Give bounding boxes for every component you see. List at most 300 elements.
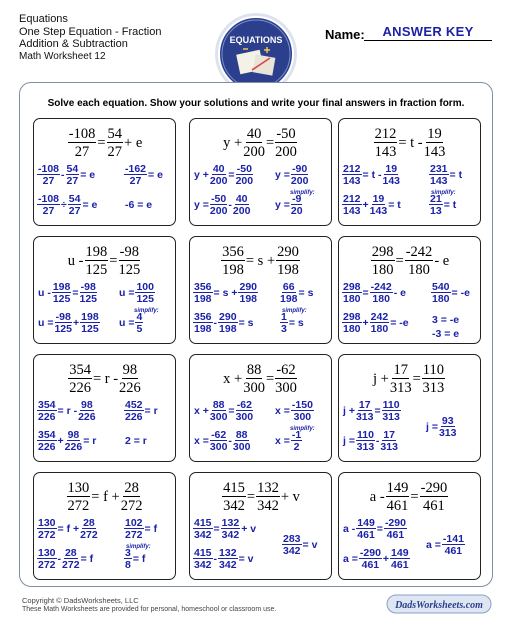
answer-fraction-denominator: 313	[380, 441, 398, 453]
answer-fraction	[37, 164, 60, 187]
answer-fraction-denominator: 198	[219, 323, 237, 335]
answer-fraction-numerator: -90	[292, 162, 308, 175]
problem-card	[338, 118, 481, 226]
final-answer	[118, 311, 143, 335]
problem-card	[338, 236, 481, 344]
answer-text: = -e	[451, 287, 470, 299]
answer-fraction-numerator: 19	[385, 162, 398, 175]
answer-fraction	[221, 518, 241, 541]
problem-card	[189, 354, 332, 462]
solution-result	[124, 517, 158, 541]
equation-fraction-denominator: 27	[107, 144, 123, 160]
equation-fraction-numerator: 354	[69, 361, 91, 378]
footer	[22, 596, 276, 614]
equation-fraction-numerator: -50	[276, 125, 296, 142]
solution-result	[274, 163, 308, 187]
solution-step	[193, 281, 258, 305]
equation-operator: = r -	[92, 370, 119, 387]
answer-fraction	[124, 400, 144, 423]
answer-text: u =	[119, 287, 135, 299]
equation-fraction	[68, 363, 92, 396]
answer-fraction-denominator: 143	[382, 175, 401, 187]
answer-text: = r	[83, 435, 97, 447]
equation-fraction-denominator: 313	[389, 380, 412, 396]
answer-fraction	[135, 282, 155, 305]
equation-term: - e	[434, 252, 450, 269]
answer-fraction-denominator: 200	[290, 175, 309, 187]
answer-fraction	[52, 282, 72, 305]
answer-fraction-denominator: 8	[125, 559, 131, 571]
answer-fraction-denominator: 125	[79, 293, 98, 305]
problem-equation	[190, 126, 331, 160]
equation-fraction-denominator: 200	[275, 144, 297, 160]
answer-fraction-denominator: 143	[430, 175, 448, 187]
answer-text: -3 = e	[432, 328, 460, 340]
equation-fraction-numerator: -98	[119, 243, 139, 260]
equation-fraction-denominator: 180	[371, 262, 394, 278]
answer-fraction	[431, 282, 451, 305]
answer-fraction	[193, 548, 213, 571]
title-line-2: One Step Equation - Fraction	[19, 25, 162, 38]
answer-text: = t	[449, 169, 463, 181]
answer-text: ÷	[61, 199, 67, 211]
equation-fraction-numerator: 132	[257, 479, 279, 496]
answer-text: = v	[238, 553, 254, 565]
answer-fraction-numerator: 4	[136, 310, 143, 323]
equation-operator: = t -	[398, 134, 423, 151]
equation-fraction-numerator: 88	[246, 361, 262, 378]
equation-fraction	[374, 127, 398, 160]
answer-fraction	[210, 400, 228, 423]
answer-text: = e	[148, 169, 163, 181]
answer-fraction	[280, 282, 298, 305]
equation-operator: =	[97, 134, 106, 151]
answer-fraction-denominator: 125	[52, 293, 71, 305]
answer-fraction	[78, 400, 96, 423]
name-line	[364, 40, 492, 41]
answer-fraction-denominator: 198	[280, 293, 298, 305]
answer-fraction-numerator: 130	[38, 516, 56, 529]
answer-fraction-numerator: 283	[283, 532, 301, 545]
equation-fraction	[386, 481, 410, 514]
equation-fraction	[243, 363, 265, 396]
answer-text: u -	[38, 287, 51, 299]
answer-text: +	[73, 317, 80, 329]
answer-text: =	[72, 287, 79, 299]
equation-fraction-denominator: 198	[277, 262, 299, 278]
answer-fraction-denominator: 200	[235, 175, 254, 187]
equation-fraction	[390, 363, 412, 396]
answer-text: = s +	[213, 287, 238, 299]
answer-fraction	[370, 194, 388, 217]
answer-fraction-numerator: 198	[81, 310, 99, 323]
answer-fraction-numerator: 132	[221, 516, 240, 529]
equation-operator: = f +	[91, 488, 120, 505]
equation-fraction	[424, 127, 446, 160]
answer-fraction-denominator: 20	[290, 205, 303, 217]
answer-fraction-numerator: 452	[125, 398, 143, 411]
answer-fraction-numerator: 3	[125, 546, 131, 559]
answer-text: = f	[80, 553, 94, 565]
problem-equation	[34, 244, 175, 278]
equation-fraction-denominator: 342	[257, 498, 279, 514]
equation-fraction	[107, 127, 124, 160]
answer-fraction	[37, 194, 60, 217]
answer-fraction-numerator: -108	[38, 162, 60, 175]
equation-fraction-numerator: 415	[223, 479, 245, 496]
problem-card	[338, 354, 481, 462]
problem-equation	[339, 126, 480, 160]
problem-card	[33, 472, 176, 580]
answer-fraction	[390, 548, 410, 571]
worksheet-title-block	[19, 13, 161, 63]
problem-card	[189, 118, 332, 226]
answer-fraction-numerator: -98	[55, 310, 71, 323]
answer-fraction-denominator: 3	[281, 323, 287, 335]
equation-fraction-denominator: 198	[222, 262, 244, 278]
equation-term: u -	[67, 252, 84, 269]
equation-fraction	[276, 245, 300, 278]
answer-fraction-numerator: 54	[66, 162, 79, 175]
solution-result	[431, 281, 471, 305]
equation-fraction-denominator: 125	[85, 262, 108, 278]
equation-term: a -	[369, 488, 385, 505]
equation-fraction-denominator: 313	[422, 380, 445, 396]
logo-text: EQUATIONS	[229, 35, 283, 45]
answer-fraction-denominator: 300	[209, 411, 228, 423]
answer-fraction-numerator: 19	[372, 192, 385, 205]
equation-operator: =	[412, 370, 421, 387]
answer-fraction-denominator: 342	[283, 545, 301, 557]
answer-fraction-numerator: 198	[52, 280, 71, 293]
solution-result	[280, 281, 314, 305]
solution-step	[193, 517, 257, 541]
problem-card	[189, 236, 332, 344]
simplify-label: simplify:	[126, 544, 151, 550]
answer-fraction-denominator: 27	[42, 175, 55, 187]
answer-fraction-denominator: 313	[355, 411, 374, 423]
answer-fraction	[210, 430, 228, 453]
answer-fraction-numerator: -62	[211, 428, 227, 441]
answer-fraction-denominator: 5	[136, 323, 143, 335]
answer-fraction-numerator: 298	[343, 310, 361, 323]
answer-text: a =	[343, 553, 358, 565]
answer-fraction-numerator: 98	[67, 428, 80, 441]
answer-fraction-numerator: 88	[212, 398, 225, 411]
answer-fraction-denominator: 342	[221, 529, 240, 541]
answer-fraction-denominator: 300	[209, 441, 228, 453]
answer-text: = v	[302, 539, 318, 551]
answer-fraction-denominator: 300	[293, 411, 312, 423]
answer-fraction-numerator: 17	[358, 398, 371, 411]
answer-fraction-numerator: 212	[343, 192, 361, 205]
equation-term: + e	[124, 134, 143, 151]
answer-text: -	[213, 317, 218, 329]
answer-fraction-numerator: 110	[382, 398, 400, 411]
answer-fraction	[384, 518, 407, 541]
answer-fraction-numerator: 110	[356, 428, 374, 441]
equation-term: j +	[373, 370, 389, 387]
answer-fraction-numerator: 354	[38, 428, 56, 441]
solution-step	[342, 281, 407, 305]
problem-equation	[339, 362, 480, 396]
answer-fraction	[382, 400, 401, 423]
answer-key: ANSWER KEY	[382, 24, 474, 39]
answer-fraction	[356, 430, 375, 453]
answer-fraction-denominator: 27	[42, 205, 55, 217]
answer-fraction-denominator: 180	[343, 323, 361, 335]
final-answer	[282, 533, 318, 557]
answer-text: u =	[119, 317, 135, 329]
answer-fraction-numerator: -162	[125, 162, 147, 175]
answer-text: = r	[144, 405, 158, 417]
answer-fraction	[65, 430, 83, 453]
answer-text: u =	[38, 317, 54, 329]
answer-fraction-numerator: -50	[236, 162, 252, 175]
final-answer	[425, 415, 457, 439]
simplify-label: simplify:	[431, 190, 456, 196]
answer-fraction-denominator: 200	[209, 175, 228, 187]
answer-text: = s	[238, 317, 254, 329]
equation-fraction-numerator: 54	[107, 125, 123, 142]
title-line-4: Math Worksheet 12	[19, 50, 106, 62]
answer-fraction-numerator: 415	[194, 516, 212, 529]
answer-fraction-denominator: 461	[386, 529, 405, 541]
answer-text: =	[213, 523, 220, 535]
equation-fraction	[221, 245, 245, 278]
answer-fraction	[342, 194, 362, 217]
answer-fraction-denominator: 342	[194, 529, 212, 541]
equation-fraction-numerator: 40	[246, 125, 262, 142]
solution-step	[37, 547, 94, 571]
brand-text: DadsWorksheets.com	[395, 600, 483, 611]
answer-fraction	[218, 312, 238, 335]
answer-fraction-denominator: 226	[125, 411, 143, 423]
equation-fraction-denominator: 461	[423, 498, 445, 514]
answer-text: + v	[241, 523, 257, 535]
equation-fraction-denominator: 461	[386, 498, 409, 514]
answer-fraction-numerator: 54	[68, 192, 81, 205]
answer-fraction-numerator: -242	[370, 280, 392, 293]
answer-fraction-numerator: 102	[125, 516, 143, 529]
solution-step	[193, 429, 250, 453]
final-answer	[124, 193, 153, 217]
equation-term: x +	[223, 370, 243, 387]
simplify-label: simplify:	[282, 308, 307, 314]
answer-fraction	[233, 430, 251, 453]
final-answer	[431, 322, 460, 346]
equation-fraction	[222, 481, 246, 514]
equation-fraction-denominator: 180	[408, 262, 430, 278]
answer-fraction-denominator: 461	[444, 545, 463, 557]
simplify-label: simplify:	[134, 308, 159, 314]
answer-fraction-denominator: 313	[356, 441, 375, 453]
equation-fraction	[67, 481, 91, 514]
answer-fraction-numerator: 290	[219, 310, 237, 323]
solution-step	[342, 193, 402, 217]
equation-fraction-numerator: 110	[422, 361, 444, 378]
problem-card	[189, 472, 332, 580]
answer-text: =	[374, 405, 381, 417]
answer-fraction	[342, 312, 362, 335]
solution-step	[37, 399, 96, 423]
equation-fraction-numerator: -242	[405, 243, 433, 260]
answer-fraction	[359, 548, 382, 571]
answer-fraction-numerator: 100	[136, 280, 154, 293]
equation-fraction	[121, 481, 143, 514]
answer-fraction-denominator: 272	[38, 559, 56, 571]
answer-fraction	[193, 312, 213, 335]
answer-fraction-denominator: 342	[194, 559, 212, 571]
answer-fraction-numerator: -98	[80, 280, 96, 293]
solution-step	[193, 547, 254, 571]
answer-fraction-numerator: 354	[38, 398, 56, 411]
answer-fraction	[370, 282, 393, 305]
problem-equation	[34, 362, 175, 396]
answer-fraction-denominator: 180	[372, 293, 390, 305]
answer-fraction-denominator: 272	[38, 529, 56, 541]
answer-text: x =	[194, 435, 209, 447]
title-line-3: Addition & Subtraction	[19, 38, 128, 51]
answer-fraction-numerator: 356	[194, 280, 212, 293]
answer-text: = -e	[390, 317, 409, 329]
answer-fraction	[442, 534, 465, 557]
answer-text: =	[228, 405, 235, 417]
equation-fraction	[256, 481, 280, 514]
equation-operator: =	[410, 488, 419, 505]
equation-fraction-numerator: -62	[276, 361, 296, 378]
equation-fraction-denominator: 125	[118, 262, 141, 278]
answer-fraction-denominator: 143	[343, 175, 361, 187]
equation-fraction	[371, 245, 395, 278]
answer-text: =	[376, 523, 383, 535]
equation-fraction	[118, 245, 140, 278]
answer-fraction-numerator: 415	[194, 546, 212, 559]
answer-fraction	[80, 518, 98, 541]
problem-equation	[34, 480, 175, 514]
answer-text: j =	[426, 421, 438, 433]
answer-text: y +	[194, 169, 209, 181]
problem-equation	[34, 126, 175, 160]
answer-fraction-denominator: 461	[361, 559, 380, 571]
problem-card	[33, 354, 176, 462]
answer-fraction	[291, 194, 303, 217]
solution-step	[193, 311, 254, 335]
answer-text: -	[61, 169, 65, 181]
answer-fraction-denominator: 272	[62, 559, 80, 571]
answer-fraction	[342, 282, 362, 305]
answer-text: - e	[393, 287, 406, 299]
answer-fraction	[291, 400, 314, 423]
solution-result	[124, 163, 164, 187]
answer-fraction-denominator: 125	[54, 323, 72, 335]
answer-text: y =	[275, 169, 290, 181]
problem-card	[33, 118, 176, 226]
answer-fraction-numerator: 66	[282, 280, 295, 293]
usage-note: These Math Worksheets are provided for personal, homeschool or classroom use.	[22, 606, 277, 613]
solution-step	[342, 311, 410, 335]
answer-fraction	[236, 164, 254, 187]
equation-fraction	[422, 363, 445, 396]
solution-step	[37, 163, 96, 187]
answer-text: j =	[343, 435, 355, 447]
answer-fraction	[429, 194, 443, 217]
answer-fraction-numerator: 98	[81, 398, 93, 411]
final-answer	[124, 429, 148, 453]
answer-fraction-denominator: 272	[125, 529, 143, 541]
answer-fraction-numerator: 242	[370, 310, 389, 323]
equation-fraction-numerator: 19	[427, 125, 442, 142]
equation-fraction-numerator: 356	[222, 243, 244, 260]
answer-fraction-denominator: 461	[391, 559, 409, 571]
answer-fraction-denominator: 180	[432, 293, 450, 305]
answer-text: = s	[288, 317, 304, 329]
answer-fraction-denominator: 180	[370, 323, 389, 335]
answer-fraction-numerator: 40	[235, 192, 248, 205]
answer-fraction-denominator: 313	[382, 411, 400, 423]
answer-fraction-denominator: 125	[81, 323, 99, 335]
answer-fraction-numerator: 130	[38, 546, 56, 559]
answer-fraction	[124, 548, 132, 571]
answer-fraction-numerator: 231	[430, 162, 448, 175]
answer-text: = t	[388, 199, 401, 211]
answer-fraction-denominator: 125	[136, 293, 154, 305]
answer-text: -	[213, 553, 218, 565]
equation-fraction-numerator: 149	[386, 479, 409, 496]
equation-operator: =	[265, 370, 275, 387]
answer-fraction-denominator: 27	[129, 175, 142, 187]
answer-fraction-numerator: 17	[383, 428, 396, 441]
final-answer	[429, 193, 457, 217]
answer-text: x +	[194, 405, 209, 417]
name-label: Name:	[325, 27, 365, 42]
answer-fraction-numerator: 149	[391, 546, 409, 559]
answer-fraction-numerator: 132	[219, 546, 237, 559]
answer-fraction	[54, 312, 72, 335]
answer-fraction	[218, 548, 238, 571]
equation-fraction	[405, 245, 434, 278]
answer-text: -	[375, 435, 380, 447]
equation-operator: =	[395, 252, 404, 269]
answer-text: = t -	[362, 169, 382, 181]
equation-fraction-denominator: 272	[67, 498, 90, 514]
answer-fraction-numerator: 21	[430, 192, 442, 205]
answer-fraction-numerator: -290	[359, 546, 381, 559]
solution-step	[37, 429, 97, 453]
equation-operator: =	[109, 252, 118, 269]
answer-fraction	[37, 430, 57, 453]
answer-fraction	[62, 548, 80, 571]
answer-text: -	[228, 435, 232, 447]
answer-fraction-denominator: 313	[438, 427, 457, 439]
answer-fraction-numerator: -9	[292, 192, 302, 205]
solution-step	[342, 517, 407, 541]
answer-fraction-denominator: 200	[232, 205, 251, 217]
answer-text: = f +	[57, 523, 80, 535]
answer-text: = f	[132, 553, 146, 565]
answer-fraction-numerator: -108	[38, 192, 60, 205]
answer-text: = t	[443, 199, 457, 211]
equation-fraction-numerator: -290	[420, 479, 448, 496]
solution-result	[274, 399, 314, 423]
solution-result	[429, 163, 463, 187]
equation-fraction-numerator: 130	[67, 479, 90, 496]
answer-fraction	[124, 518, 144, 541]
answer-fraction-denominator: 143	[369, 205, 388, 217]
answer-fraction	[342, 164, 362, 187]
answer-fraction-numerator: -50	[211, 192, 227, 205]
problem-card	[338, 472, 481, 580]
